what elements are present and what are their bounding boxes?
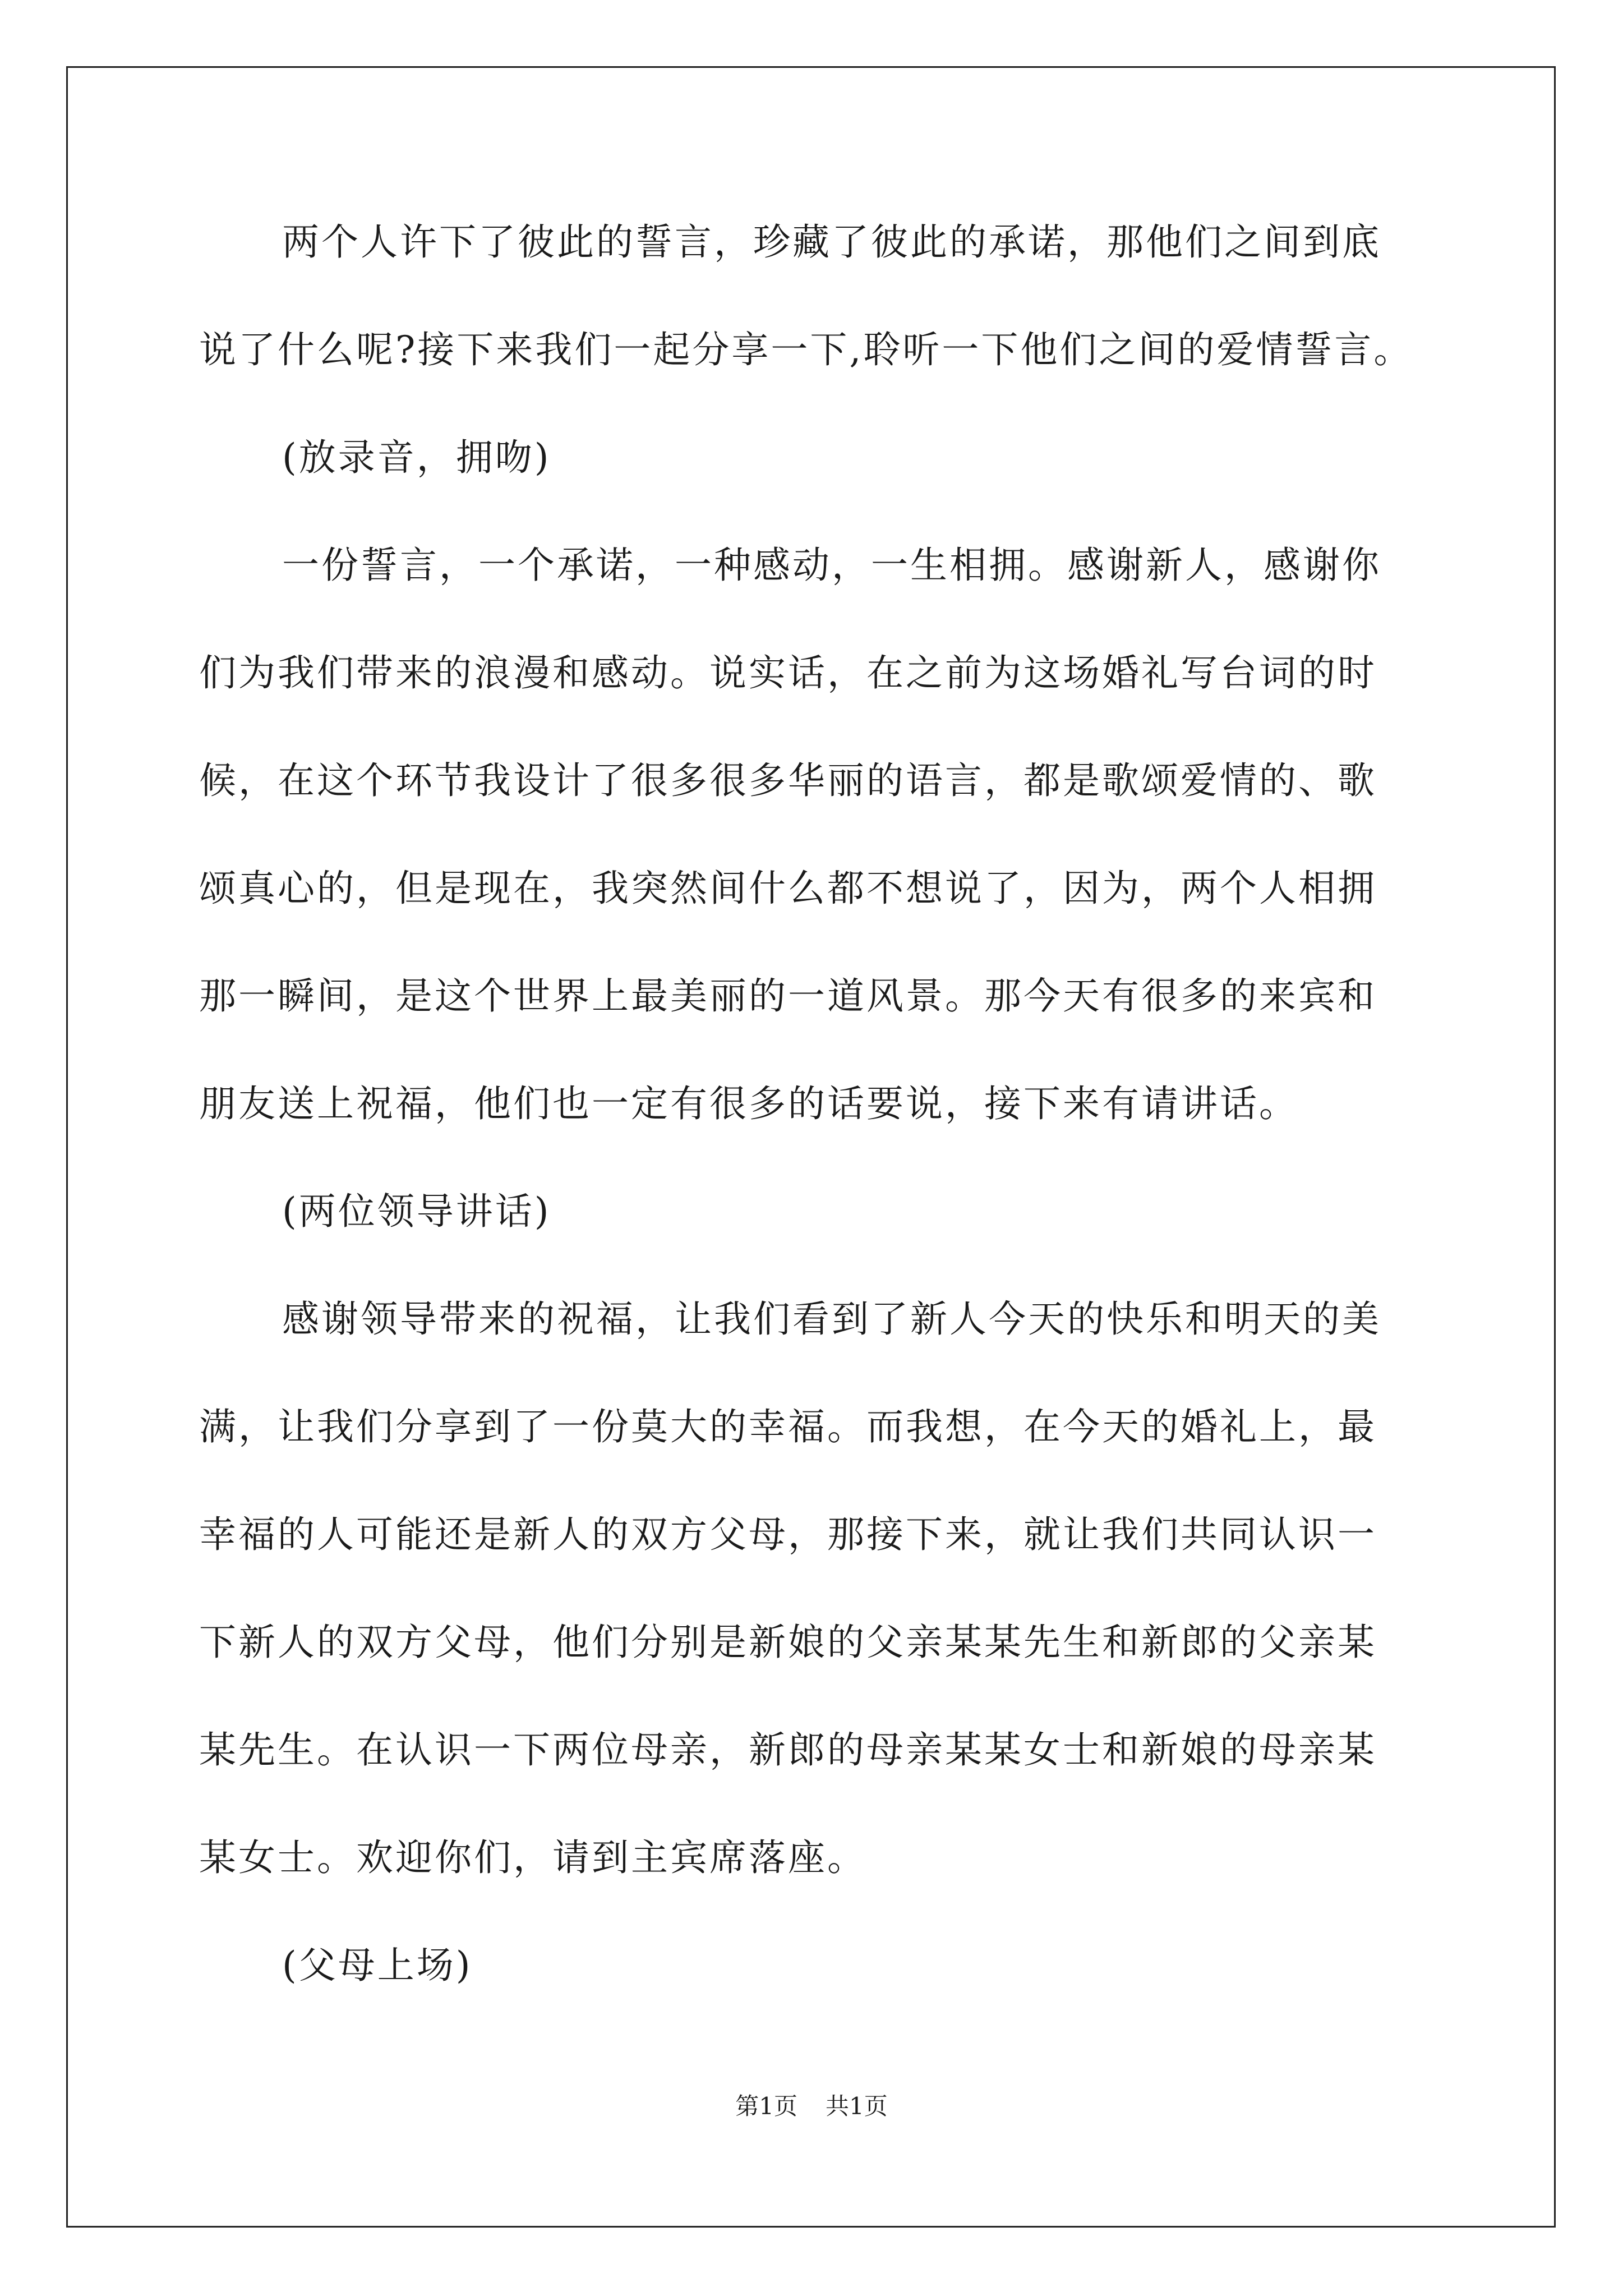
- paragraph-line: 那一瞬间，是这个世界上最美丽的一道风景。那今天有很多的来宾和: [199, 974, 1377, 1018]
- paragraph-line: 某先生。在认识一下两位母亲，新郎的母亲某某女士和新娘的母亲某: [199, 1728, 1377, 1772]
- paragraph-line: 候，在这个环节我设计了很多很多华丽的语言，都是歌颂爱情的、歌: [199, 759, 1377, 802]
- paragraph-line: 幸福的人可能还是新人的双方父母，那接下来，就让我们共同认识一: [199, 1513, 1377, 1556]
- paragraph-line: (父母上场): [282, 1944, 473, 1987]
- paragraph-line: 颂真心的，但是现在，我突然间什么都不想说了，因为，两个人相拥: [199, 867, 1377, 910]
- paragraph-line: 说了什么呢?接下来我们一起分享一下,聆听一下他们之间的爱情誓言。: [199, 328, 1413, 371]
- page-number-current: 第1页: [735, 2092, 797, 2120]
- paragraph-line: 们为我们带来的浪漫和感动。说实话，在之前为这场婚礼写台词的时: [199, 651, 1377, 694]
- paragraph-line: 朋友送上祝福，他们也一定有很多的话要说，接下来有请讲话。: [199, 1082, 1298, 1125]
- paragraph-line: 下新人的双方父母，他们分别是新娘的父亲某某先生和新郎的父亲某: [199, 1621, 1377, 1664]
- paragraph-line: (放录音，拥吻): [282, 436, 551, 479]
- page-border: [66, 66, 1556, 2228]
- paragraph-line: (两位领导讲话): [282, 1190, 551, 1233]
- paragraph-line: 感谢领导带来的祝福，让我们看到了新人今天的快乐和明天的美: [282, 1297, 1381, 1341]
- page-footer: [0, 2092, 1623, 2120]
- paragraph-line: 满，让我们分享到了一份莫大的幸福。而我想，在今天的婚礼上，最: [199, 1405, 1377, 1448]
- paragraph-line: 两个人许下了彼此的誓言，珍藏了彼此的承诺，那他们之间到底: [282, 220, 1381, 264]
- paragraph-line: 一份誓言，一个承诺，一种感动，一生相拥。感谢新人，感谢你: [282, 544, 1381, 587]
- page-number-total: 共1页: [826, 2092, 888, 2120]
- paragraph-line: 某女士。欢迎你们，请到主宾席落座。: [199, 1836, 866, 1879]
